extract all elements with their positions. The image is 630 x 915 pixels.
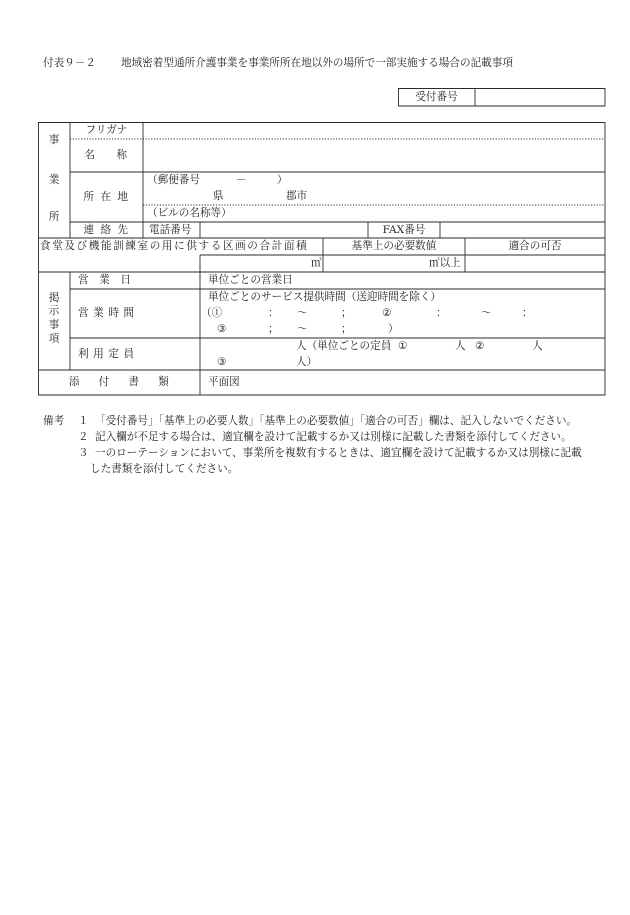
reception-number-label: 受付番号	[415, 91, 458, 103]
standard-value-label: 基準上の必要数値	[351, 240, 437, 252]
hours-tilde: ～	[297, 323, 308, 335]
phone-label: 電話番号	[149, 224, 192, 236]
city-label: 郡市	[286, 190, 308, 202]
note-number: ３	[78, 447, 89, 459]
contact-label: 連 絡 先	[83, 224, 130, 236]
building-name-label: （ビルの名称等）	[147, 207, 232, 219]
note-text: 記入欄が不足する場合は、適宜欄を設けて記載するか又は別様に記載した書類を添付してください。	[95, 431, 572, 443]
capacity-unit-2: ②	[475, 340, 485, 352]
capacity-unit-1: ①	[398, 340, 408, 352]
area-unit: ㎡	[311, 257, 322, 269]
business-days-value: 単位ごとの営業日	[208, 274, 293, 286]
hours-colon: ；	[268, 323, 279, 335]
fax-field	[440, 222, 605, 238]
hours-unit-2: ②	[382, 307, 392, 319]
attachments-value: 平面図	[208, 376, 240, 388]
area-value-field	[200, 255, 323, 272]
business-hours-label: 営 業 時 間	[78, 307, 135, 319]
hours-colon: ；	[341, 323, 352, 335]
office-name-field	[143, 139, 605, 172]
note-number: ２	[78, 431, 89, 443]
office-section-label-3: 所	[48, 211, 60, 223]
hours-close: ）	[388, 323, 399, 335]
office-section-label-2: 業	[48, 174, 60, 186]
note-text: 「受付番号」「基準上の必要人数」「基準上の必要数値」「適合の可否」欄は、記入しないでください。	[95, 415, 578, 427]
hours-colon: ：	[522, 307, 533, 319]
conformity-label: 適合の可否	[508, 240, 562, 252]
posting-section-label-1: 掲	[48, 292, 60, 304]
capacity-person-suffix: 人	[532, 340, 543, 352]
office-name-label: 名 称	[84, 149, 133, 161]
hours-unit-1-open: （①	[201, 307, 223, 319]
hours-tilde: ～	[481, 307, 492, 319]
notes-heading: 備考	[43, 415, 65, 427]
capacity-person-suffix: 人	[455, 340, 466, 352]
furigana-label: フリガナ	[85, 124, 128, 136]
note-number: １	[78, 415, 89, 427]
postal-code-close: ）	[277, 174, 288, 186]
conformity-field	[465, 255, 605, 272]
hours-tilde: ～	[297, 307, 308, 319]
capacity-per-unit-text: 人（単位ごとの定員	[296, 340, 392, 352]
capacity-person-close: 人）	[296, 356, 318, 368]
form-title: 地域密着型通所介護事業を事業所所在地以外の場所で一部実施する場合の記載事項	[121, 57, 513, 69]
business-hours-heading: 単位ごとのサービス提供時間（送迎時間を除く）	[208, 291, 442, 303]
capacity-unit-3: ③	[217, 356, 227, 368]
business-days-label: 営 業 日	[78, 274, 131, 286]
hours-unit-3: ③	[217, 323, 227, 335]
form-number: 付表９－２	[43, 57, 96, 69]
attachments-label: 添 付 書 類	[68, 376, 174, 388]
posting-section-label-4: 項	[48, 333, 60, 345]
reception-number-field	[475, 88, 605, 106]
note-text-continuation: した書類を添付してください。	[90, 463, 239, 475]
office-section-label-1: 事	[48, 134, 60, 146]
furigana-field	[143, 122, 605, 139]
area-label: 食堂及び機能訓練室の用に供する区画の合計面積	[40, 240, 309, 252]
prefecture-label: 県	[213, 190, 224, 202]
capacity-label: 利 用 定 員	[78, 348, 135, 360]
posting-section-label-2: 示	[48, 305, 60, 317]
postal-code-label: （郵便番号	[147, 174, 200, 186]
fax-label: FAX番号	[382, 224, 426, 236]
address-label: 所 在 地	[83, 191, 130, 203]
phone-field	[200, 222, 368, 238]
hours-colon: ：	[268, 307, 279, 319]
postal-code-dash: －	[236, 174, 247, 186]
hours-colon: ：	[436, 307, 447, 319]
posting-section-label-3: 事	[48, 319, 60, 331]
standard-unit: ㎡以上	[429, 257, 461, 269]
hours-colon: ；	[341, 307, 352, 319]
note-text: 一のローテーションにおいて、事業所を複数有するときは、適宜欄を設けて記載するか又は別様に記載	[95, 447, 582, 459]
